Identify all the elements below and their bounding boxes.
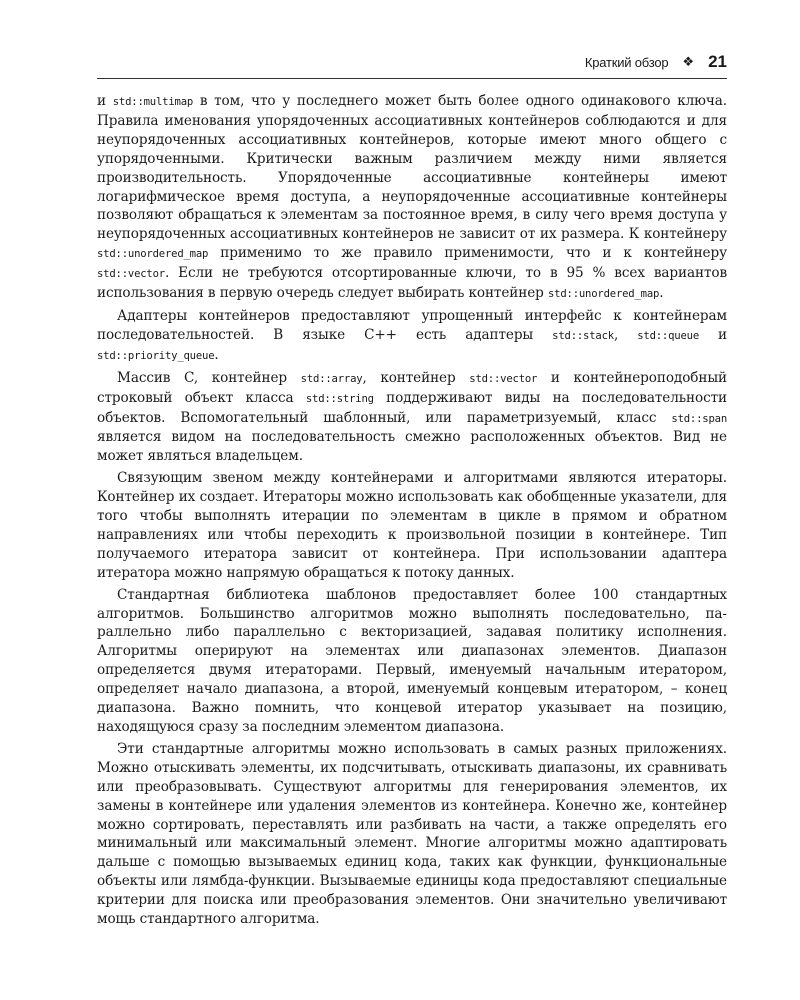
text-run: . Если не требуются отсортированные ключи, то в 95 % всех вариантов использования в первую очередь следует выбирать контейнер [97, 265, 727, 302]
running-header [97, 50, 727, 74]
text-run: применимо то же правило применимости, что и к контейнеру [208, 245, 727, 262]
text-run: , контейнер [362, 369, 470, 386]
inline-code: std::stack [552, 329, 614, 342]
body-text [97, 92, 727, 932]
paragraph [97, 469, 727, 582]
paragraph [97, 586, 727, 737]
paragraph [97, 740, 727, 929]
header-rule [97, 78, 727, 79]
text-run: поддерживают виды на последовательности объектов. Вспомогательный шаблонный, или параметризуемый, класс [97, 389, 727, 426]
text-run: Связующим звеном между контейнерами и алгоритмами являются итераторы. Контейнер их создает. Итераторы можно использовать как обобщенные указатели, для того чтобы выполнять итерации по элементам в цикле в прямом и обратном направлениях или чтобы переходить к произвольной позиции в контейнере. Тип получаемого итератора зависит от контейнера. При использовании адаптера итератора можно напрямую обращаться к потоку данных. [97, 470, 727, 581]
inline-code: std::multimap [112, 96, 194, 108]
inline-code: std::array [300, 372, 363, 385]
text-run: Эти стандартные алгоритмы можно использовать в самых разных приложениях. Можно отыскивать элементы, их подсчитывать, отыскивать диапазоны, их сравнивать или преобразовывать. Существуют алгоритмы для генерирования элементов, их замены в контейнере или удаления элементов из контейнера. Конечно же, контейнер можно сортировать, переставлять или разбивать на части, а также определять его минимальный или максимальный элемент. Многие алгоритмы можно адаптировать дальше с помощью вызываемых единиц кода, таких как функции, функциональные объекты или лямбда-функции. Вызываемые единицы кода предоставляют специальные критерии для поиска или преобразования элементов. Они значительно увеличивают мощь стандартного алгоритма. [97, 740, 727, 928]
paragraph [97, 92, 727, 304]
text-run: и контейнероподобный строковый объект класса [97, 369, 727, 406]
text-run: и [699, 326, 727, 343]
text-run: Адаптеры контейнеров предоставляют упрощенный интерфейс к контейнерам последовательностей. В языке C++ есть адаптеры [97, 307, 727, 343]
text-run: является видом на последовательность смежно расположенных объектов. Вид не может являться владельцем. [97, 429, 727, 465]
text-run: . [659, 285, 664, 302]
inline-code: std::unordered_map [547, 288, 660, 301]
section-title: Краткий обзор [584, 54, 669, 70]
text-run: в том, что у последнего может быть более одного одинакового ключа. Правила именования упорядоченных ассоциативных контейнеров соблюдаются и для неупорядоченных ассоциативных контейнеров, которые имеют много общего с упорядоченными. Критически важным различием между ними является производительность. Упорядоченные ассоциативные контейнеры имеют логарифмическое время доступа, а неупорядоченные ассоциативные контейнеры позволяют обращаться к элементам за постоянное время, в силу чего время доступа у неупорядоченных ассоциативных контейнеров не зависит от их размера. К контейнеру [97, 93, 728, 243]
page-number: 21 [708, 52, 727, 71]
inline-code: std::span [671, 412, 727, 425]
text-run: Стандартная библиотека шаблонов предоставляет более 100 стандартных алгоритмов. Большинство алгоритмов можно выполнять последовательно, параллельно либо параллельно с векторизацией, задавая политику исполнения. Алгоритмы оперируют на элементах или диапазонах элементов. Диапазон определяется двумя итераторами. Первый, именуемый начальным итератором, определяет начало диапазона, а второй, именуемый концевым итератором, – конец диапазона. Важно помнить, что концевой итератор указывает на позицию, находящуюся сразу за последним элементом диапазона. [97, 586, 727, 735]
text-run: , [613, 326, 638, 343]
inline-code: std::priority_queue [97, 349, 215, 362]
inline-code: std::string [305, 392, 374, 405]
text-run: Массив C, контейнер [117, 369, 301, 386]
inline-code: std::queue [637, 329, 699, 342]
paragraph [97, 307, 727, 366]
inline-code: std::vector [97, 268, 165, 281]
paragraph [97, 369, 727, 467]
inline-code: std::unordered_map [97, 248, 209, 261]
diamond-ornament-icon: ❖ [682, 54, 695, 69]
text-run: . [214, 346, 219, 363]
inline-code: std::vector [469, 372, 538, 385]
paragraph-lead-text: и [97, 93, 113, 109]
book-page [97, 40, 727, 980]
